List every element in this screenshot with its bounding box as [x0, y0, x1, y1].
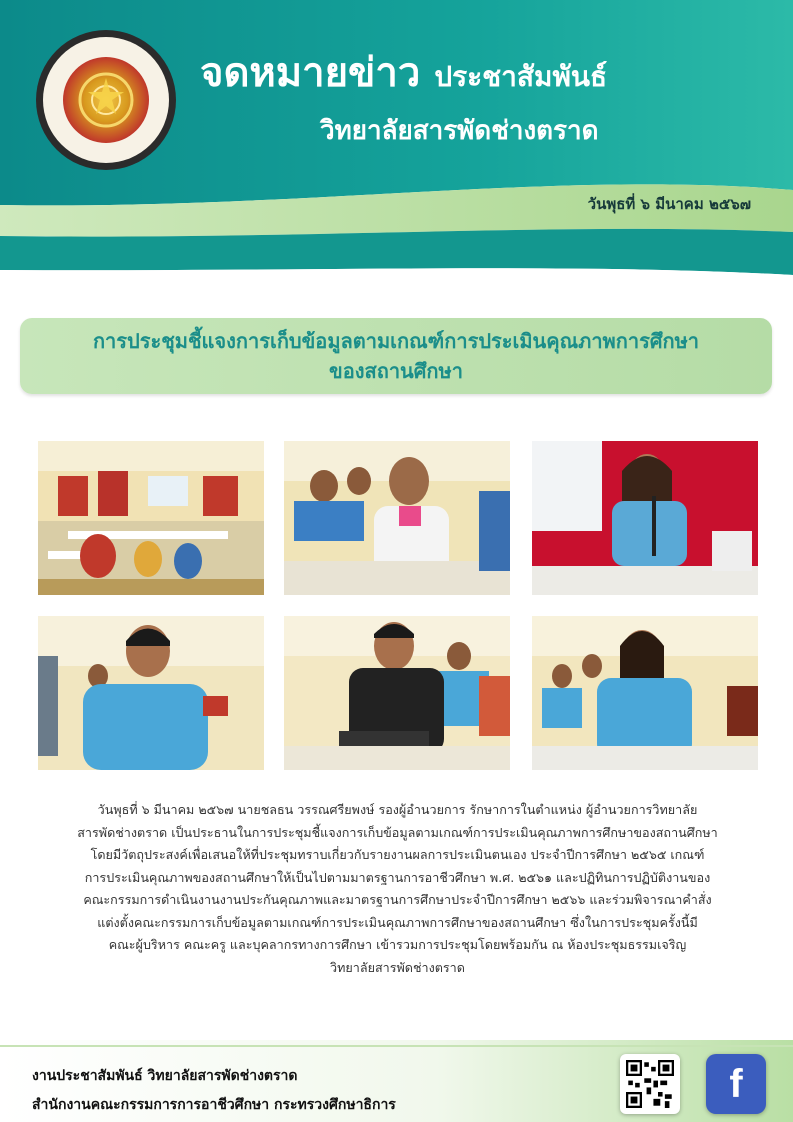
body-line: คณะผู้บริหาร คณะครู และบุคลากรทางการศึกษา เข้ารวมการประชุมโดยพร้อมกัน ณ ห้องประชุมธรรมเจริญ	[108, 937, 687, 952]
title-sub: ประชาสัมพันธ์	[434, 60, 608, 93]
photo-woman-microphone	[532, 441, 758, 595]
article-body	[40, 799, 755, 979]
footer-department: งานประชาสัมพันธ์ วิทยาลัยสารพัดช่างตราด	[32, 1068, 298, 1084]
issue-date: วันพุธที่ ๖ มีนาคม ๒๕๖๗	[587, 195, 751, 213]
facebook-icon[interactable]	[706, 1054, 766, 1114]
qr-code-icon[interactable]	[620, 1054, 680, 1114]
photo-woman-blue-shirt	[532, 616, 758, 770]
footer-organization: สำนักงานคณะกรรมการการอาชีวศึกษา กระทรวงศึกษาธิการ	[32, 1097, 396, 1113]
header-banner	[0, 0, 793, 275]
body-line: การประเมินคุณภาพของสถานศึกษาให้เป็นไปตามมาตรฐานการอาชีวศึกษา พ.ศ. ๒๕๖๑ และปฏิทินการปฏิบัติงานของ	[84, 869, 711, 885]
title-main: จดหมายข่าว	[200, 50, 421, 96]
logo-emblem-icon	[63, 57, 149, 143]
facebook-glyph: f	[729, 1061, 743, 1106]
photo-man-blue-shirt	[38, 616, 264, 770]
headline-line-2: ของสถานศึกษา	[329, 359, 463, 383]
body-line: คณะกรรมการดำเนินงานงานประกันคุณภาพและมาตรฐานการศึกษาประจำปีการศึกษา ๒๕๖๖ และร่วมพิจารณาคำสั่ง	[83, 892, 712, 907]
headline-line-1: การประชุมชี้แจงการเก็บข้อมูลตามเกณฑ์การประเมินคุณภาพการศึกษา	[92, 329, 700, 353]
photo-meeting-room	[38, 441, 264, 595]
body-line: โดยมีวัตถุประสงค์เพื่อเสนอให้ที่ประชุมทราบเกี่ยวกับรายงานผลการประเมินตนเอง ประจำปีการศึกษา ๒๕๖๕ เกณฑ์	[90, 847, 705, 862]
body-line: สารพัดช่างตราด เป็นประธานในการประชุมชี้แจงการเก็บข้อมูลตามเกณฑ์การประเมินคุณภาพการศึกษาของสถานศึกษา	[77, 824, 718, 840]
college-logo	[36, 30, 176, 170]
body-line: แต่งตั้งคณะกรรมการเก็บข้อมูลตามเกณฑ์การประเมินคุณภาพการศึกษาของสถานศึกษา ซึ่งในการประชุมครั้งนี้มี	[97, 914, 698, 930]
photo-man-white-shirt	[284, 441, 510, 595]
photo-man-black-shirt	[284, 616, 510, 770]
body-line: วิทยาลัยสารพัดช่างตราด	[330, 959, 465, 975]
college-name: วิทยาลัยสารพัดช่างตราด	[320, 116, 599, 146]
logo-ring	[43, 37, 169, 163]
newsletter-title	[200, 40, 607, 104]
news-headline	[20, 318, 772, 394]
body-line: วันพุธที่ ๖ มีนาคม ๒๕๖๗ นายชลธน วรรณศรียพงษ์ รองผู้อำนวยการ รักษาการในตำแหน่ง ผู้อำนวยการวิทยาลัย	[97, 802, 698, 817]
